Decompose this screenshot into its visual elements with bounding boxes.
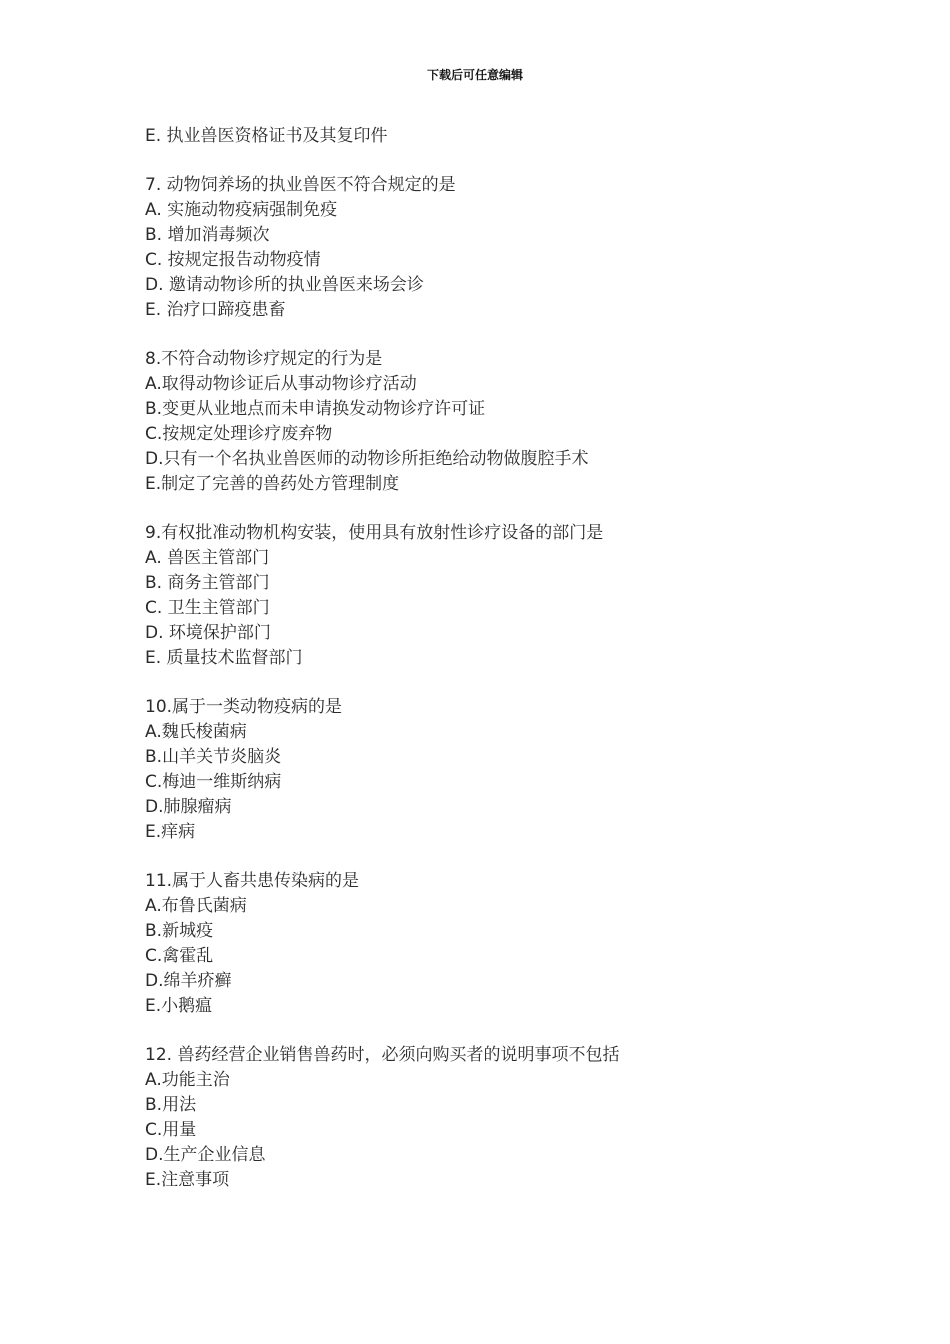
answer-option: B. 商务主管部门 <box>145 573 270 593</box>
question-block <box>145 173 865 323</box>
answer-option: E.注意事项 <box>145 1170 230 1190</box>
block-spacer <box>145 497 865 521</box>
answer-option: D.只有一个名执业兽医师的动物诊所拒绝给动物做腹腔手术 <box>145 449 589 469</box>
answer-option: C.用量 <box>145 1120 197 1140</box>
block-spacer <box>145 323 865 347</box>
answer-option: C. 按规定报告动物疫情 <box>145 250 321 270</box>
question-text: 11.属于人畜共患传染病的是 <box>145 871 360 891</box>
answer-option: E.制定了完善的兽药处方管理制度 <box>145 474 400 494</box>
answer-option: D.绵羊疥癣 <box>145 971 232 991</box>
question-text: 8.不符合动物诊疗规定的行为是 <box>145 349 383 369</box>
question-text: 9.有权批准动物机构安装，使用具有放射性诊疗设备的部门是 <box>145 523 604 543</box>
answer-option: A.取得动物诊证后从事动物诊疗活动 <box>145 374 417 394</box>
answer-option: E.小鹅瘟 <box>145 996 213 1016</box>
answer-option: B.用法 <box>145 1095 197 1115</box>
answer-option: A. 兽医主管部门 <box>145 548 270 568</box>
answer-option: A.功能主治 <box>145 1070 230 1090</box>
block-spacer <box>145 845 865 869</box>
answer-option: E.痒病 <box>145 822 196 842</box>
document-body <box>145 124 865 1193</box>
answer-option: E. 执业兽医资格证书及其复印件 <box>145 126 388 146</box>
answer-option: A.魏氏梭菌病 <box>145 722 247 742</box>
question-block <box>145 347 865 497</box>
question-text: 10.属于一类动物疫病的是 <box>145 697 343 717</box>
block-spacer <box>145 149 865 173</box>
block-spacer <box>145 671 865 695</box>
block-spacer <box>145 1019 865 1043</box>
answer-option: A. 实施动物疫病强制免疫 <box>145 200 338 220</box>
answer-option: B.新城疫 <box>145 921 214 941</box>
answer-option: D.肺腺瘤病 <box>145 797 232 817</box>
answer-option: C.按规定处理诊疗废弃物 <box>145 424 333 444</box>
question-block <box>145 695 865 845</box>
answer-option: B.山羊关节炎脑炎 <box>145 747 282 767</box>
answer-option: D. 邀请动物诊所的执业兽医来场会诊 <box>145 275 424 295</box>
page-header: 下载后可任意编辑 <box>426 68 523 82</box>
answer-option: D.生产企业信息 <box>145 1145 266 1165</box>
answer-option: C.梅迪一维斯纳病 <box>145 772 282 792</box>
answer-option: E. 治疗口蹄疫患畜 <box>145 300 286 320</box>
question-block <box>145 1043 865 1193</box>
answer-option: A.布鲁氏菌病 <box>145 896 247 916</box>
answer-option: D. 环境保护部门 <box>145 623 271 643</box>
answer-continuation <box>145 124 865 149</box>
question-block <box>145 869 865 1019</box>
answer-option: C.禽霍乱 <box>145 946 214 966</box>
question-text: 12. 兽药经营企业销售兽药时，必须向购买者的说明事项不包括 <box>145 1045 620 1065</box>
answer-option: B. 增加消毒频次 <box>145 225 270 245</box>
answer-option: C. 卫生主管部门 <box>145 598 270 618</box>
question-text: 7. 动物饲养场的执业兽医不符合规定的是 <box>145 175 456 195</box>
answer-option: E. 质量技术监督部门 <box>145 648 303 668</box>
question-block <box>145 521 865 671</box>
answer-option: B.变更从业地点而未申请换发动物诊疗许可证 <box>145 399 486 419</box>
